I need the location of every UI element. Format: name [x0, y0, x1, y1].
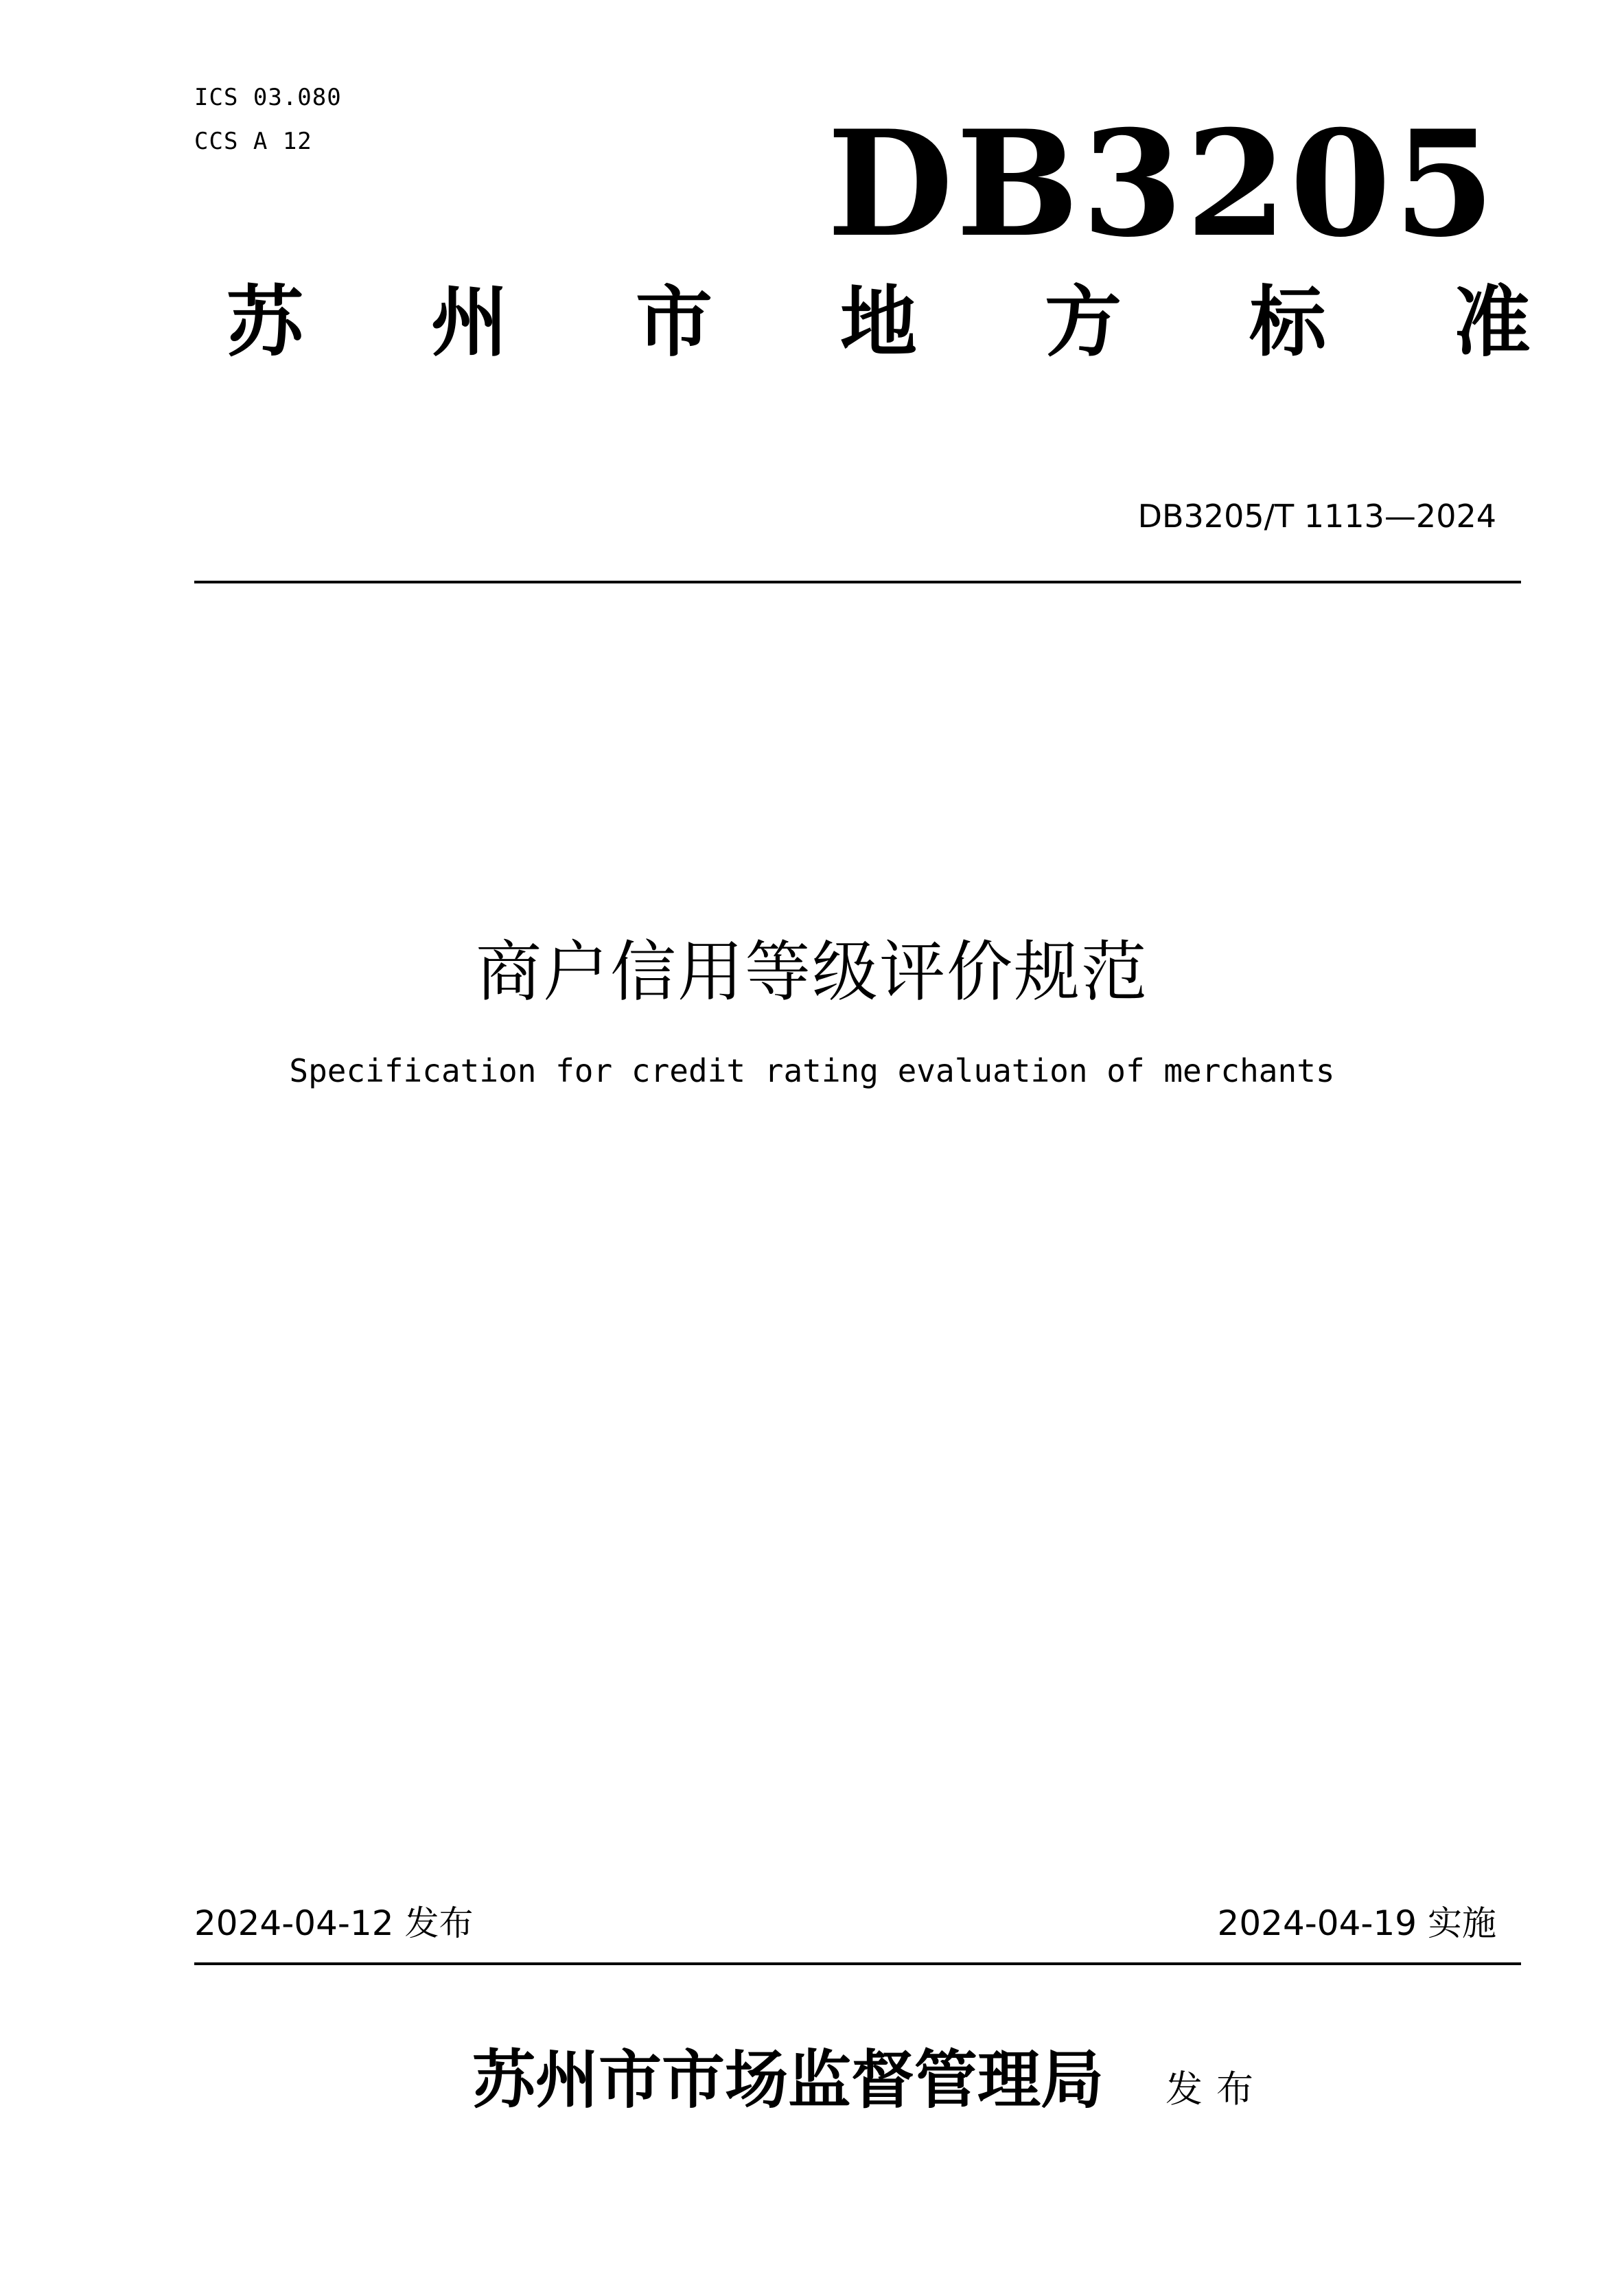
standard-type	[227, 275, 1531, 371]
ccs-code: CCS A 12	[194, 128, 312, 155]
title-chinese: 商户信用等级评价规范	[476, 934, 1148, 1010]
publisher-suffix: 发布	[1165, 2067, 1268, 2111]
standard-number: DB3205/T 1113—2024	[1137, 498, 1496, 535]
issue-date: 2024-04-12 发布	[194, 1903, 474, 1943]
standard-type-char: 准	[1454, 277, 1531, 367]
standard-type-char: 标	[1249, 277, 1326, 367]
top-divider	[194, 581, 1521, 583]
standard-type-char: 州	[431, 277, 508, 367]
publisher-name: 苏州市市场监督管理局	[472, 2043, 1104, 2117]
ics-code: ICS 03.080	[194, 84, 342, 111]
standard-type-char: 地	[840, 277, 917, 367]
title-english: Specification for credit rating evaluation of merchants	[289, 1052, 1335, 1089]
bottom-divider	[194, 1962, 1521, 1965]
db-code: DB3205	[826, 98, 1498, 269]
standard-type-char: 方	[1045, 277, 1122, 367]
publisher	[472, 2039, 1267, 2131]
standard-type-char: 苏	[227, 277, 303, 367]
implementation-date: 2024-04-19 实施	[1217, 1903, 1496, 1943]
standard-type-char: 市	[636, 277, 712, 367]
